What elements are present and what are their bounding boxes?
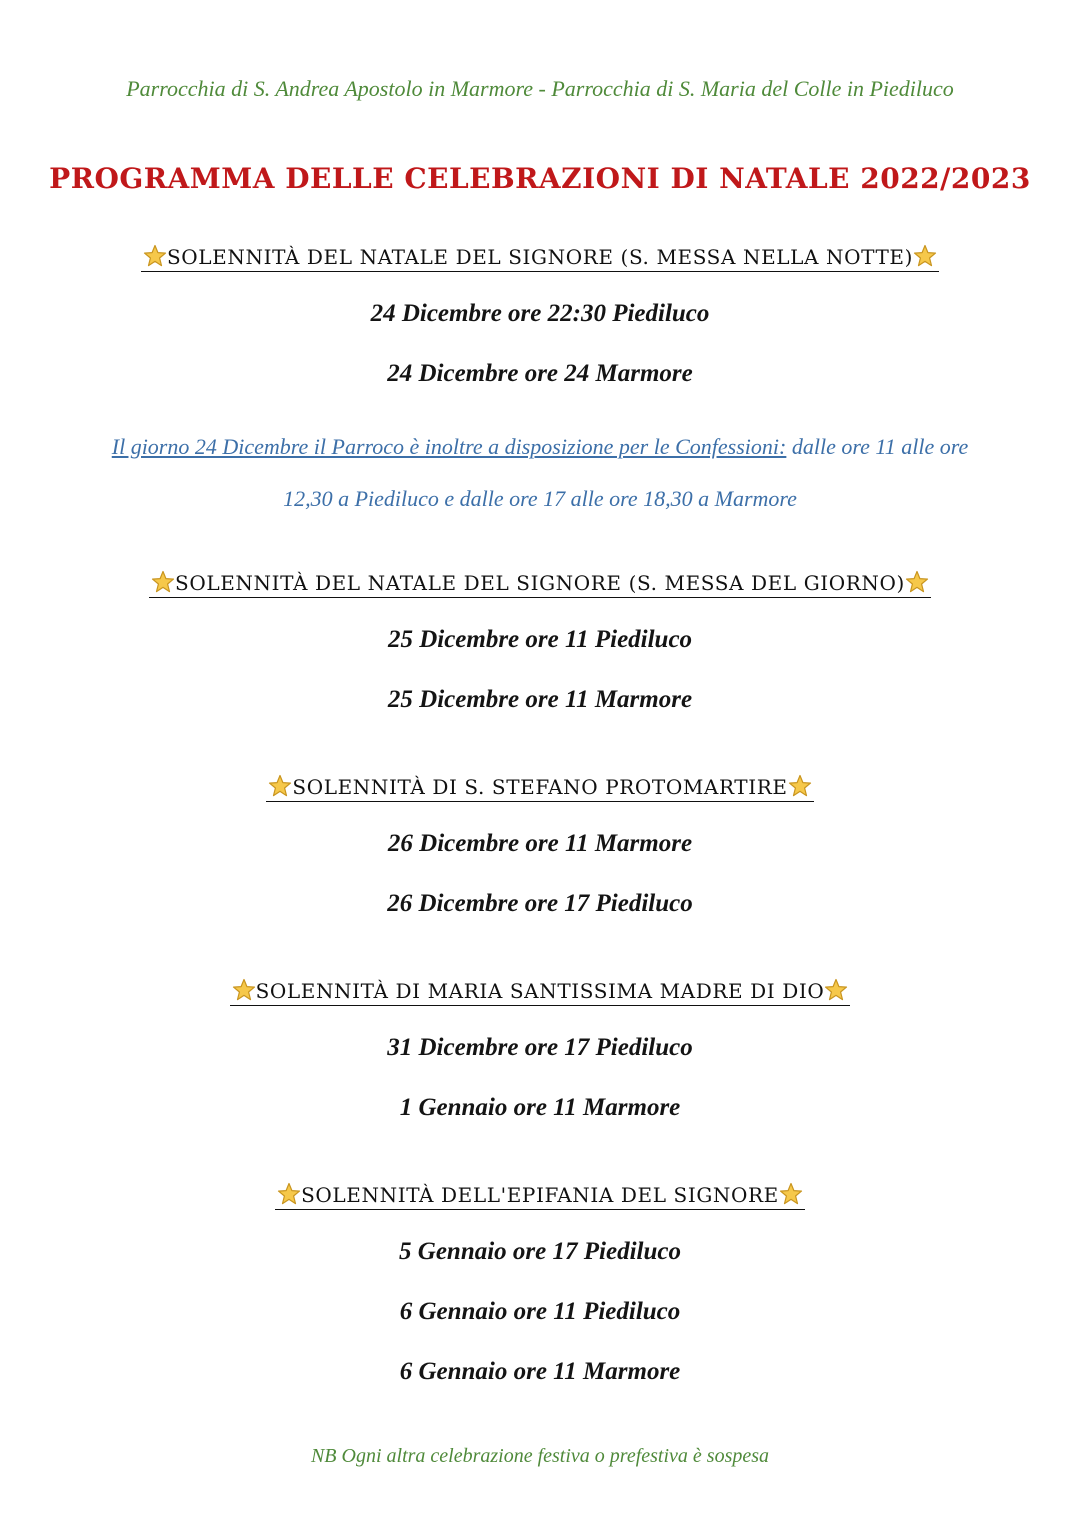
star-icon — [268, 774, 292, 798]
confession-note-rest: dalle ore 11 alle ore — [791, 434, 969, 459]
section-heading-text: SOLENNITÀ DELL'EPIFANIA DEL SIGNORE — [301, 1183, 779, 1207]
schedule-entry: 6 Gennaio ore 11 Piediluco — [399, 1298, 681, 1325]
star-icon — [913, 244, 937, 268]
confession-note-line-1 — [0, 434, 1080, 460]
schedule-entry: 26 Dicembre ore 11 Marmore — [387, 830, 693, 857]
star-icon — [824, 978, 848, 1002]
section-heading-5 — [0, 1182, 1080, 1210]
parish-header: Parrocchia di S. Andrea Apostolo in Marmore - Parrocchia di S. Maria del Colle in Piediluco — [126, 76, 954, 101]
footer-note: NB Ogni altra celebrazione festiva o prefestiva è sospesa — [310, 1445, 770, 1467]
schedule-entry: 6 Gennaio ore 11 Marmore — [399, 1358, 681, 1385]
confession-note-underlined: Il giorno 24 Dicembre il Parroco è inoltre a disposizione per le Confessioni: — [111, 434, 787, 459]
section-heading-4 — [0, 978, 1080, 1006]
schedule-entry: 26 Dicembre ore 17 Piediluco — [387, 890, 693, 917]
section-heading-text: SOLENNITÀ DI MARIA SANTISSIMA MADRE DI DIO — [255, 979, 825, 1003]
star-icon — [779, 1182, 803, 1206]
schedule-entry: 31 Dicembre ore 17 Piediluco — [387, 1034, 693, 1061]
schedule-entry: 25 Dicembre ore 11 Marmore — [387, 686, 693, 713]
star-icon — [151, 570, 175, 594]
star-icon — [788, 774, 812, 798]
schedule-entry: 25 Dicembre ore 11 Piediluco — [387, 626, 693, 653]
schedule-entry: 24 Dicembre ore 24 Marmore — [387, 360, 693, 387]
star-icon — [905, 570, 929, 594]
section-heading-text: SOLENNITÀ DI S. STEFANO PROTOMARTIRE — [292, 775, 788, 799]
star-icon — [232, 978, 256, 1002]
schedule-entry: 24 Dicembre ore 22:30 Piediluco — [370, 300, 710, 327]
star-icon — [277, 1182, 301, 1206]
section-heading-2 — [0, 570, 1080, 598]
section-heading-1 — [0, 244, 1080, 272]
section-heading-text: SOLENNITÀ DEL NATALE DEL SIGNORE (S. MESSA DEL GIORNO) — [175, 571, 905, 595]
section-heading-3 — [0, 774, 1080, 802]
schedule-entry: 1 Gennaio ore 11 Marmore — [399, 1094, 681, 1121]
star-icon — [143, 244, 167, 268]
section-heading-text: SOLENNITÀ DEL NATALE DEL SIGNORE (S. MESSA NELLA NOTTE) — [167, 245, 913, 269]
confession-note-line-2: 12,30 a Piediluco e dalle ore 17 alle ore 18,30 a Marmore — [283, 486, 797, 511]
page-title: PROGRAMMA DELLE CELEBRAZIONI DI NATALE 2022/2023 — [49, 162, 1031, 195]
schedule-entry: 5 Gennaio ore 17 Piediluco — [399, 1238, 681, 1265]
